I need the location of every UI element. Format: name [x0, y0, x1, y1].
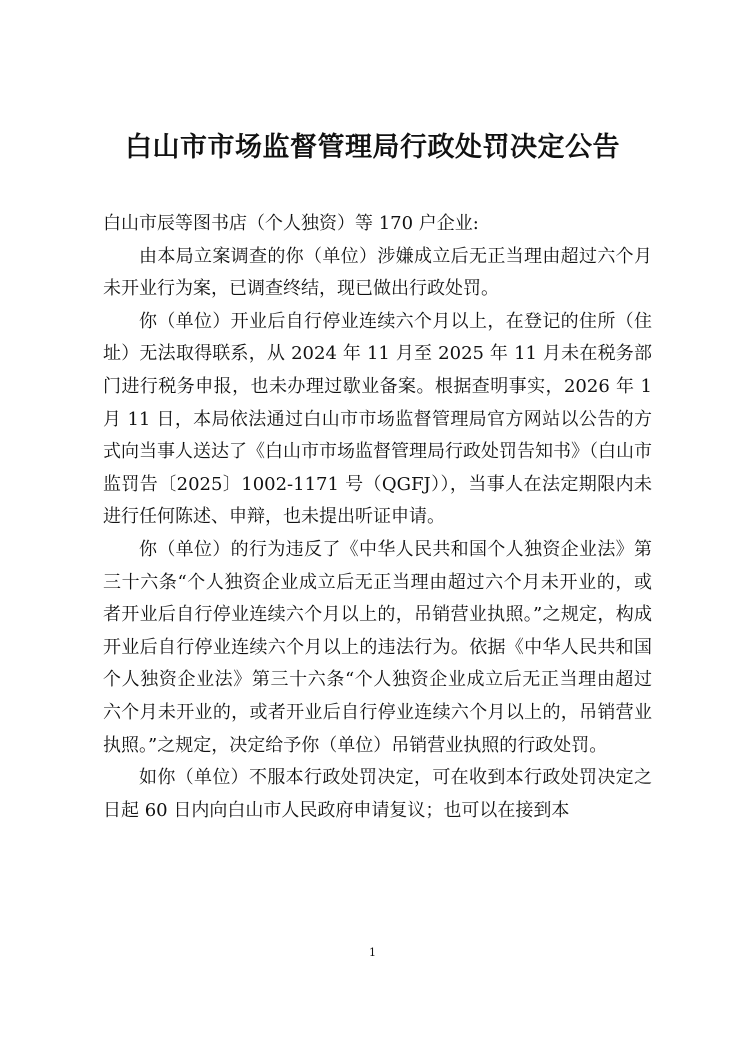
paragraph-case-summary: 由本局立案调查的你（单位）涉嫌成立后无正当理由超过六个月未开业行为案，已调查终结，现已做出行政处罚。	[103, 245, 652, 300]
addressee-line: 白山市辰等图书店（个人独资）等 170 户企业:	[103, 213, 479, 234]
page-number: 1	[369, 946, 376, 959]
paragraph-legal-basis: 你（单位）的行为违反了《中华人民共和国个人独资企业法》第三十六条“个人独资企业成立后无正当理由超过六个月未开业的，或者开业后自行停业连续六个月以上的，吊销营业执照。”之规定，构成开业后自行停业连续六个月以上的违法行为。依据《中华人民共和国个人独资企业法》第三十六条“个人独资企业成立后无正当理由超过六个月未开业的，或者开业后自行停业连续六个月以上的，吊销营业执照。”之规定，决定给予你（单位）吊销营业执照的行政处罚。	[103, 538, 652, 756]
paragraph-appeal-rights: 如你（单位）不服本行政处罚决定，可在收到本行政处罚决定之日起 60 日内向白山市人民政府申请复议；也可以在接到本	[103, 767, 652, 821]
paragraph-facts: 你（单位）开业后自行停业连续六个月以上，在登记的住所（住址）无法取得联系，从 2024 年 11 月至 2025 年 11 月未在税务部门进行税务申报，也未办理过歇业备案。根据查明事实，2026 年 1 月 11 日，本局依法通过白山市市场监督管理局官方网站以公告的方式向当事人送达了《白山市市场监督管理局行政处罚告知书》（白山市监罚告〔2025〕1002-1171 号（QGFJ）），当事人在法定期限内未进行任何陈述、申辩，也未提出听证申请。	[103, 310, 652, 528]
document-title: 白山市市场监督管理局行政处罚决定公告	[125, 132, 620, 163]
document-body	[103, 208, 652, 827]
